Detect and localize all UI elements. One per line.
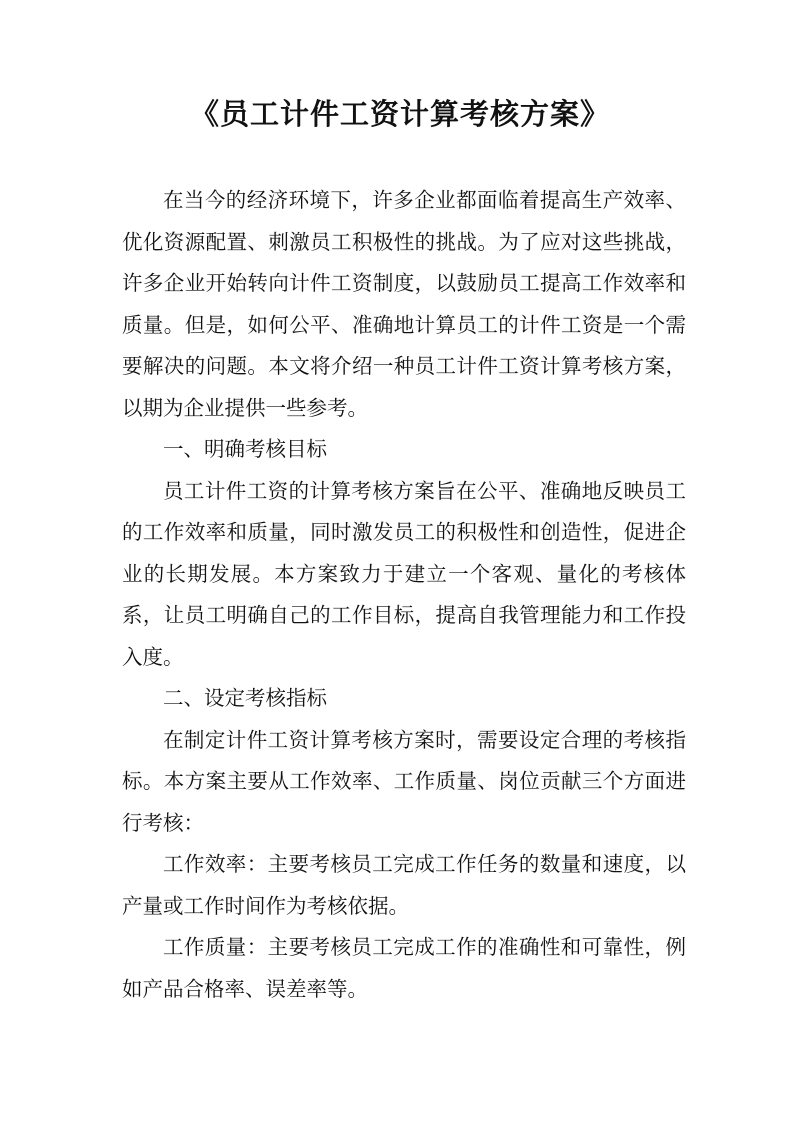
paragraph-quality: 工作质量：主要考核员工完成工作的准确性和可靠性，例如产品合格率、误差率等。 <box>122 935 686 1001</box>
section-heading-2: 二、设定考核指标 <box>163 686 327 710</box>
document-title: 《员工计件工资计算考核方案》 <box>189 97 610 131</box>
section-heading-1: 一、明确考核目标 <box>163 437 327 461</box>
paragraph-efficiency: 工作效率：主要考核员工完成工作任务的数量和速度，以产量或工作时间作为考核依据。 <box>122 852 686 918</box>
paragraph-intro: 在当今的经济环境下，许多企业都面临着提高生产效率、优化资源配置、刺激员工积极性的挑战。为了应对这些挑战，许多企业开始转向计件工资制度，以鼓励员工提高工作效率和质量。但是，如何公平、准确地计算员工的计件工资是一个需要解决的问题。本文将介绍一种员工计件工资计算考核方案，以期为企业提供一些参考。 <box>122 188 686 420</box>
paragraph-goal: 员工计件工资的计算考核方案旨在公平、准确地反映员工的工作效率和质量，同时激发员工的积极性和创造性，促进企业的长期发展。本方案致力于建立一个客观、量化的考核体系，让员工明确自己的工作目标，提高自我管理能力和工作投入度。 <box>122 478 686 669</box>
document-body <box>122 180 686 1010</box>
paragraph-indicators: 在制定计件工资计算考核方案时，需要设定合理的考核指标。本方案主要从工作效率、工作质量、岗位贡献三个方面进行考核： <box>122 727 686 835</box>
